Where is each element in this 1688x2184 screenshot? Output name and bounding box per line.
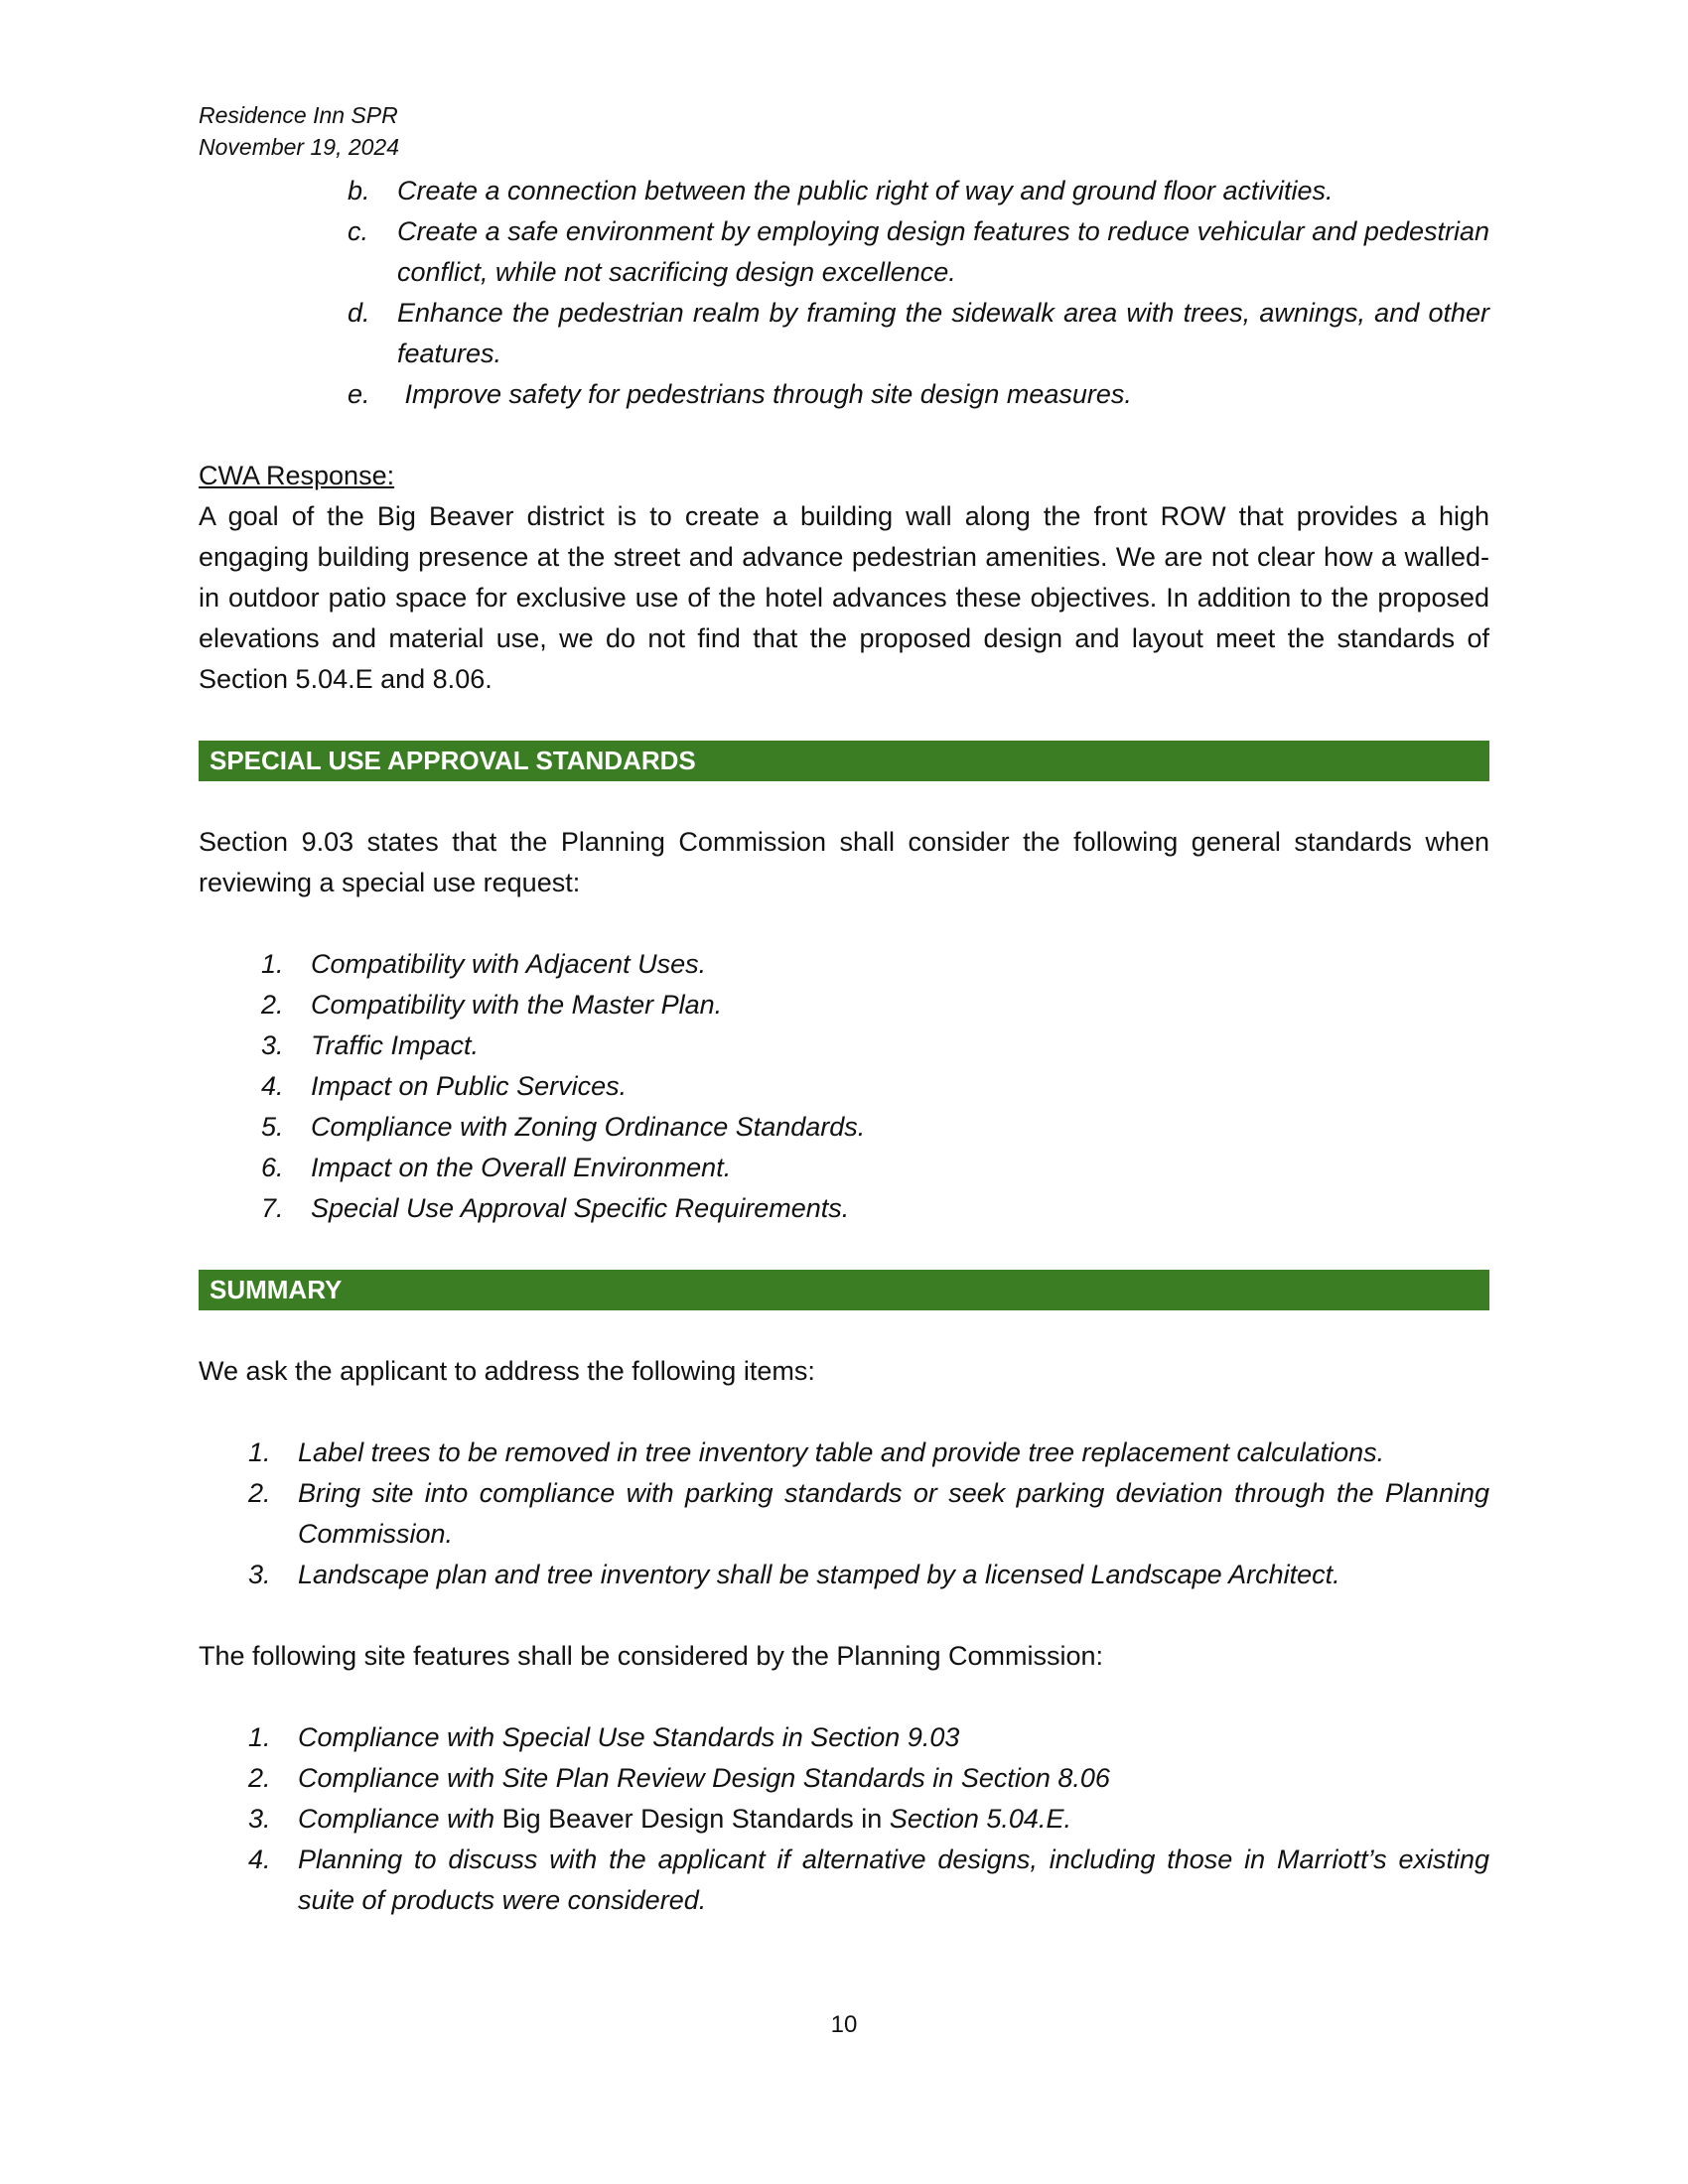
list-item	[199, 1717, 1489, 1758]
list-marker: 7.	[261, 1193, 284, 1223]
list-item-text-part1: Compliance with	[298, 1804, 495, 1834]
list-item	[199, 1148, 1489, 1188]
cwa-response-text: A goal of the Big Beaver district is to create a building wall along the front ROW that provides a high engaging building presence at the street and advance pedestrian amenities. We are not clear how a walled-in outdoor patio space for exclusive use of the hotel advances these objectives. In addition to the proposed elevations and material use, we do not find that the proposed design and layout meet the standards of Section 5.04.E and 8.06.	[199, 501, 1489, 694]
list-marker: 3.	[248, 1804, 271, 1834]
list-item-text: Planning to discuss with the applicant if alternative designs, including those in Marriott’s existing suite of products were considered.	[298, 1844, 1489, 1915]
special-use-intro: Section 9.03 states that the Planning Commission shall consider the following general standards when reviewing a special use request:	[199, 827, 1489, 897]
list-item-text: Compatibility with Adjacent Uses.	[311, 949, 707, 979]
list-item	[199, 1025, 1489, 1066]
list-item-text: Label trees to be removed in tree inventory table and provide tree replacement calculations.	[298, 1437, 1385, 1467]
list-marker: 5.	[261, 1112, 284, 1142]
list-marker: b.	[348, 176, 370, 205]
applicant-items-list	[199, 1433, 1489, 1595]
list-item-text: Compliance with Special Use Standards in Section 9.03	[298, 1722, 960, 1752]
list-item	[348, 211, 1489, 293]
list-marker: 6.	[261, 1153, 284, 1182]
list-marker: 3.	[248, 1560, 271, 1589]
list-item	[199, 1758, 1489, 1799]
list-item-text: Landscape plan and tree inventory shall be stamped by a licensed Landscape Architect.	[298, 1560, 1340, 1589]
list-marker: 3.	[261, 1030, 284, 1060]
list-marker: e.	[348, 379, 370, 409]
list-item	[199, 1188, 1489, 1229]
list-item-text: Create a connection between the public right of way and ground floor activities.	[397, 176, 1334, 205]
list-item	[199, 1433, 1489, 1473]
list-item-text: Impact on Public Services.	[311, 1071, 628, 1101]
section-heading-special-use: SPECIAL USE APPROVAL STANDARDS	[199, 741, 1489, 781]
list-item-text: Compatibility with the Master Plan.	[311, 990, 723, 1020]
list-marker: 1.	[248, 1722, 271, 1752]
list-item	[199, 1066, 1489, 1107]
list-item	[199, 985, 1489, 1025]
list-marker: 4.	[261, 1071, 284, 1101]
list-item	[199, 1840, 1489, 1921]
site-features-list	[199, 1717, 1489, 1921]
list-item-text: Improve safety for pedestrians through site design measures.	[397, 379, 1132, 409]
list-item-text-part3: Section 5.04.E.	[889, 1804, 1071, 1834]
header-title: Residence Inn SPR	[199, 102, 398, 128]
header-date: November 19, 2024	[199, 134, 400, 160]
list-item	[199, 1473, 1489, 1555]
list-marker: 2.	[261, 990, 284, 1020]
list-item-text-part2: Big Beaver Design Standards in	[494, 1804, 890, 1834]
list-marker: d.	[348, 298, 370, 328]
list-item	[348, 293, 1489, 374]
list-marker: 4.	[248, 1844, 271, 1874]
design-objectives-list	[348, 171, 1489, 415]
list-item	[199, 1555, 1489, 1595]
list-item-text: Compliance with Site Plan Review Design Standards in Section 8.06	[298, 1763, 1110, 1793]
site-features-intro: The following site features shall be considered by the Planning Commission:	[199, 1641, 1103, 1671]
list-item	[348, 374, 1489, 415]
list-item-text: Impact on the Overall Environment.	[311, 1153, 732, 1182]
section-heading-summary: SUMMARY	[199, 1270, 1489, 1310]
list-item-text: Enhance the pedestrian realm by framing the sidewalk area with trees, awnings, and other features.	[397, 298, 1489, 368]
page-number: 10	[830, 2011, 858, 2038]
list-item	[199, 1799, 1489, 1840]
list-marker: c.	[348, 216, 369, 246]
summary-intro: We ask the applicant to address the following items:	[199, 1356, 815, 1386]
list-item-text: Traffic Impact.	[311, 1030, 480, 1060]
list-item	[199, 1107, 1489, 1148]
cwa-response-label: CWA Response:	[199, 461, 395, 490]
list-marker: 2.	[248, 1478, 271, 1508]
list-item-text: Special Use Approval Specific Requirements.	[311, 1193, 850, 1223]
list-marker: 2.	[248, 1763, 271, 1793]
list-item-text: Bring site into compliance with parking standards or seek parking deviation through the Planning Commission.	[298, 1478, 1489, 1549]
document-page	[199, 99, 1489, 1921]
list-item	[348, 171, 1489, 211]
list-item-text: Create a safe environment by employing design features to reduce vehicular and pedestrian conflict, while not sacrificing design excellence.	[397, 216, 1489, 287]
list-marker: 1.	[261, 949, 284, 979]
special-use-standards-list	[199, 944, 1489, 1229]
list-item	[199, 944, 1489, 985]
document-header	[199, 99, 1489, 163]
list-item-text: Compliance with Zoning Ordinance Standards.	[311, 1112, 866, 1142]
list-marker: 1.	[248, 1437, 271, 1467]
